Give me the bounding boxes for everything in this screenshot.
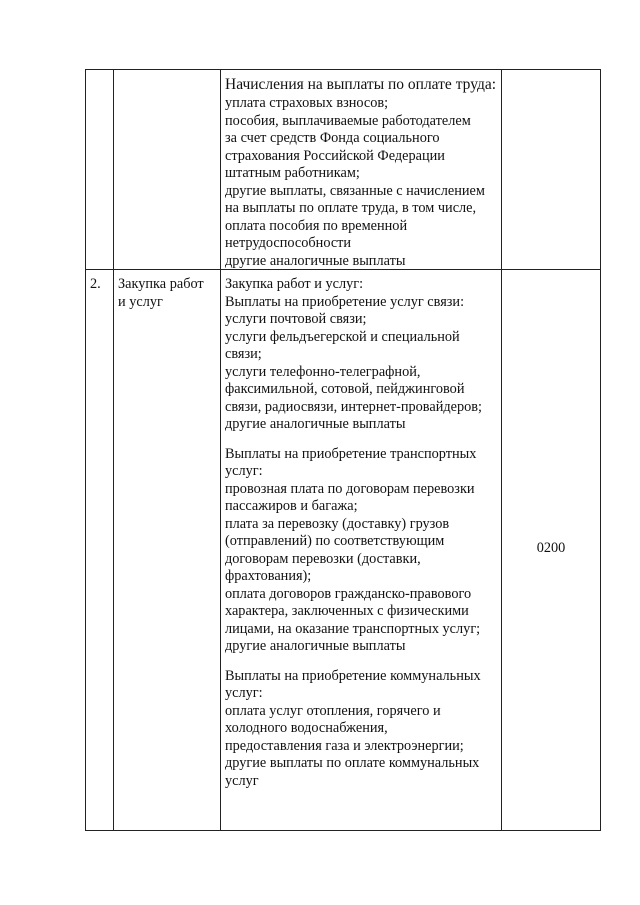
row2-text-line: связи, радиосвязи, интернет-провайдеров; xyxy=(225,398,482,415)
row1-text-line: на выплаты по оплате труда, в том числе, xyxy=(225,200,477,216)
row1-text-line: штатным работникам; xyxy=(225,165,360,181)
row2-text-line: другие выплаты по оплате коммунальных xyxy=(225,755,480,771)
row1-text-line: нетрудоспособности xyxy=(225,235,352,251)
row2-text-line: провозная плата по договорам перевозки xyxy=(225,480,475,497)
row2-code-cell xyxy=(501,540,601,558)
row2-number-cell xyxy=(90,276,101,294)
row2-code: 0200 xyxy=(536,540,566,556)
row1-heading: Начисления на выплаты по оплате труда: xyxy=(225,76,497,93)
row1-text-line: другие выплаты, связанные с начислением xyxy=(225,182,485,199)
table-bottom-border xyxy=(85,830,601,831)
row2-text-line: услуг: xyxy=(225,463,263,479)
column-divider-description xyxy=(501,69,502,831)
row2-name-lines xyxy=(118,276,204,311)
row2-text-line: факсимильной, сотовой, пейджинговой xyxy=(225,381,465,397)
row2-text-line: Выплаты на приобретение коммунальных xyxy=(225,667,481,684)
row2-text-line: лицами, на оказание транспортных услуг; xyxy=(225,620,481,637)
row2-text-line: Выплаты на приобретение услуг связи: xyxy=(225,293,465,310)
table-left-border xyxy=(85,69,86,831)
column-divider-name xyxy=(220,69,221,831)
row2-text-line: пассажиров и багажа; xyxy=(225,498,358,514)
table-top-border xyxy=(85,69,601,70)
row1-text-line: оплата пособия по временной xyxy=(225,217,408,234)
row2-text-line: фрахтования); xyxy=(225,568,312,584)
row1-lines xyxy=(225,95,496,270)
row2-block-communication xyxy=(225,276,482,434)
row2-name-line: Закупка работ xyxy=(118,276,204,292)
row2-text-line: другие аналогичные выплаты xyxy=(225,638,406,654)
row2-block-utilities xyxy=(225,668,482,791)
row1-text-line: за счет средств Фонда социального xyxy=(225,130,440,146)
row1-text-line: пособия, выплачиваемые работодателем xyxy=(225,112,471,129)
row2-name-line: и услуг xyxy=(118,293,163,310)
row2-text-line: услуг xyxy=(225,772,259,789)
row1-text-line: уплата страховых взносов; xyxy=(225,95,389,111)
row2-text-line: холодного водоснабжения, xyxy=(225,720,388,736)
row2-text-line: оплата договоров гражданско-правового xyxy=(225,585,472,602)
row2-text-line: услуги фельдъегерской и специальной xyxy=(225,328,460,345)
row2-description-cell xyxy=(225,276,482,790)
row2-name-cell xyxy=(118,276,204,311)
row2-text-line: другие аналогичные выплаты xyxy=(225,416,406,432)
row2-text-line: услуги телефонно-телеграфной, xyxy=(225,363,421,380)
row1-text-line: страхования Российской Федерации xyxy=(225,147,445,164)
row2-text-line: связи; xyxy=(225,346,262,362)
column-divider-number xyxy=(113,69,114,831)
table-right-border xyxy=(600,69,601,831)
row2-text-line: договорам перевозки (доставки, xyxy=(225,550,421,567)
row2-text-line: оплата услуг отопления, горячего и xyxy=(225,702,441,719)
row2-block-transport xyxy=(225,446,482,656)
row1-description-cell xyxy=(225,75,496,270)
row1-text-line: другие аналогичные выплаты xyxy=(225,252,406,269)
row2-text-line: услуги почтовой связи; xyxy=(225,311,367,327)
row2-text-line: характера, заключенных с физическими xyxy=(225,603,469,619)
row2-number: 2. xyxy=(90,276,101,292)
row2-text-line: плата за перевозку (доставку) грузов xyxy=(225,515,450,532)
row2-text-line: (отправлений) по соответствующим xyxy=(225,533,445,549)
row2-text-line: Закупка работ и услуг: xyxy=(225,276,364,292)
row2-text-line: предоставления газа и электроэнергии; xyxy=(225,737,464,754)
row2-text-line: Выплаты на приобретение транспортных xyxy=(225,445,477,462)
row2-text-line: услуг: xyxy=(225,685,263,701)
